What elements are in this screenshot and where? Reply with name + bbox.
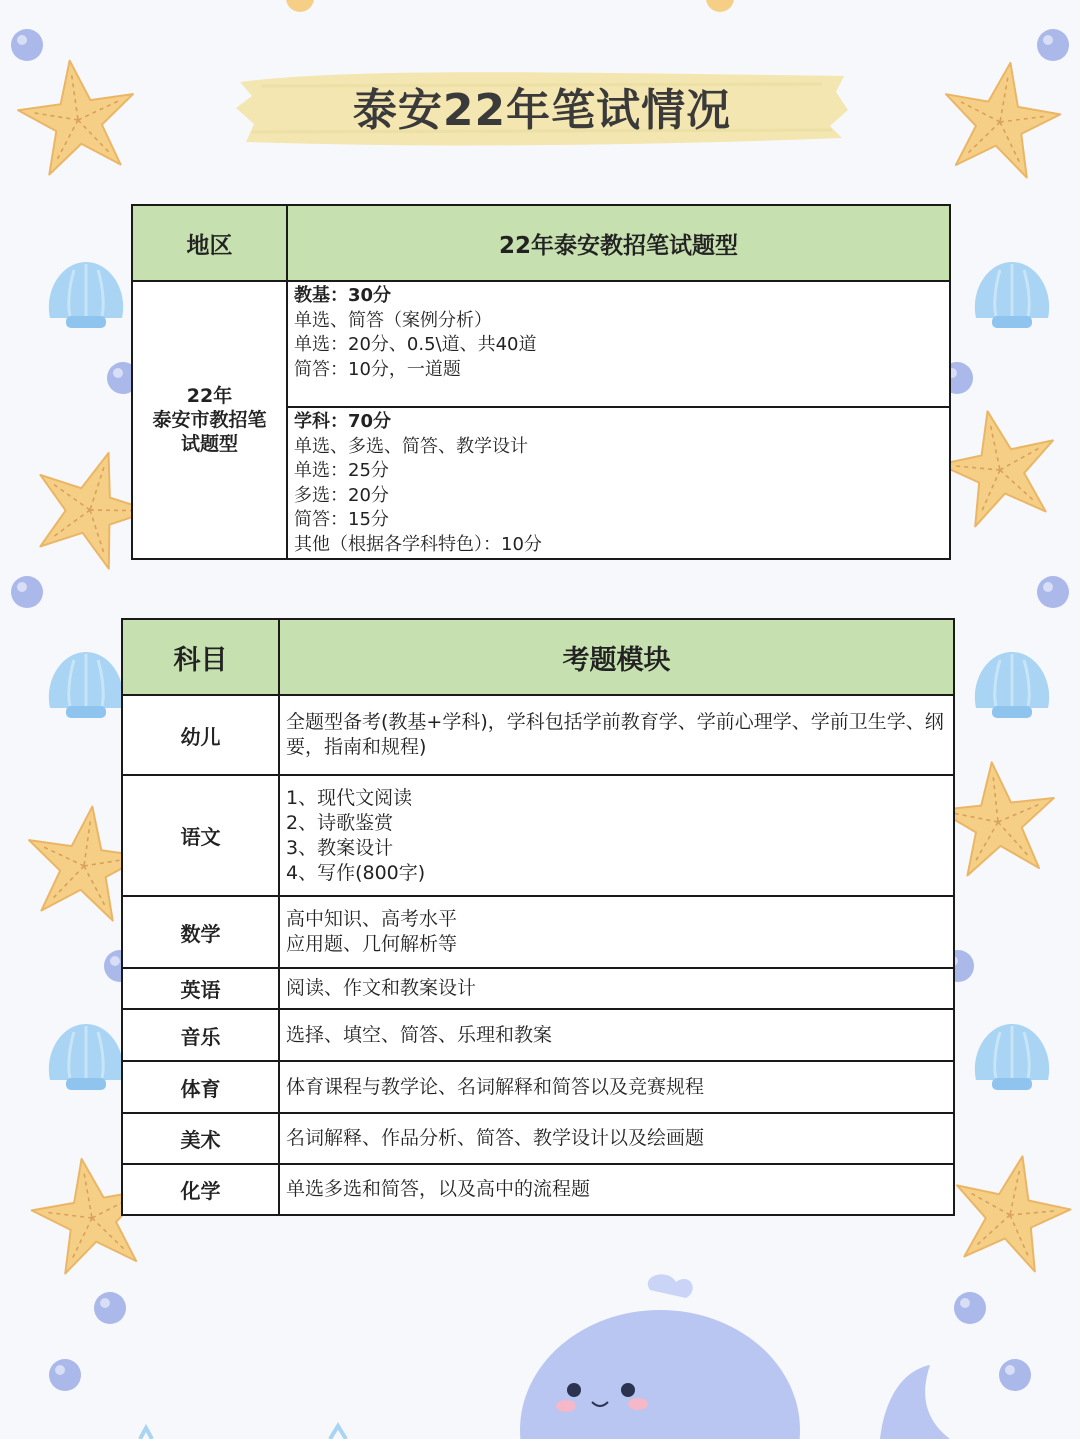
section-line: 简答：15分	[294, 509, 389, 530]
header-region: 地区	[132, 205, 287, 281]
page-title: 泰安22年笔试情况	[352, 85, 732, 136]
starfish-icon	[12, 53, 142, 178]
subject-cell: 体育	[122, 1061, 279, 1113]
subject-cell: 音乐	[122, 1009, 279, 1061]
module-cell	[279, 1113, 954, 1164]
module-line: 全题型备考(教基+学科)，学科包括学前教育学、学前心理学、学前卫生学、纲要，指南和规程)	[286, 711, 944, 758]
table-row	[122, 896, 954, 968]
subject-cell: 英语	[122, 968, 279, 1009]
bubble-icon	[11, 29, 43, 61]
section-line: 多选：20分	[294, 484, 389, 506]
table-row	[122, 968, 954, 1009]
section-line: 单选、多选、简答、教学设计	[294, 435, 528, 457]
module-line: 4、写作(800字)	[286, 861, 426, 884]
module-line: 1、现代文阅读	[286, 786, 413, 809]
header-exam-type: 22年泰安教招笔试题型	[287, 205, 950, 281]
section-line: 简答：10分，一道题	[294, 358, 461, 380]
table-row	[122, 1113, 954, 1164]
subject-cell: 化学	[122, 1164, 279, 1215]
section-line: 单选：20分、0.5\道、共40道	[294, 334, 537, 355]
table-row	[122, 1061, 954, 1113]
region-cell: 22年 泰安市教招笔 试题型	[132, 281, 287, 559]
section-line: 单选：25分	[294, 460, 389, 481]
section-jiaoji	[287, 281, 950, 407]
table-row	[122, 695, 954, 775]
header-module: 考题模块	[279, 619, 954, 695]
title-banner	[232, 62, 852, 150]
module-cell	[279, 1061, 954, 1113]
module-line: 选择、填空、简答、乐理和教案	[286, 1023, 553, 1046]
module-line: 高中知识、高考水平	[286, 908, 458, 930]
section-heading: 教基：30分	[294, 285, 392, 306]
module-cell	[279, 896, 954, 968]
subject-cell: 美术	[122, 1113, 279, 1164]
subject-cell: 幼儿	[122, 695, 279, 775]
starfish-icon	[286, 0, 314, 12]
module-line: 体育课程与教学论、名词解释和简答以及竞赛规程	[286, 1075, 705, 1098]
subject-module-table	[121, 618, 955, 1216]
module-cell	[279, 695, 954, 775]
module-cell	[279, 775, 954, 896]
subject-cell: 数学	[122, 896, 279, 968]
module-line: 名词解释、作品分析、简答、教学设计以及绘画题	[286, 1127, 705, 1149]
header-subject: 科目	[122, 619, 279, 695]
module-line: 2、诗歌鉴赏	[286, 811, 394, 834]
section-xueke	[287, 407, 950, 559]
section-line: 其他（根据各学科特色）：10分	[294, 533, 542, 555]
subject-cell: 语文	[122, 775, 279, 896]
table-row	[122, 1009, 954, 1061]
module-cell	[279, 1009, 954, 1061]
shell-icon	[49, 262, 123, 328]
table-row	[122, 1164, 954, 1215]
module-cell	[279, 968, 954, 1009]
table-row	[122, 775, 954, 896]
module-line: 3、教案设计	[286, 836, 394, 859]
section-line: 单选、简答（案例分析）	[294, 309, 492, 331]
module-cell	[279, 1164, 954, 1215]
module-line: 应用题、几何解析等	[286, 933, 458, 955]
section-heading: 学科：70分	[294, 411, 392, 432]
module-line: 阅读、作文和教案设计	[286, 977, 477, 999]
whale-icon	[520, 1274, 950, 1439]
exam-format-table	[131, 204, 951, 560]
module-line: 单选多选和简答，以及高中的流程题	[286, 1178, 591, 1200]
